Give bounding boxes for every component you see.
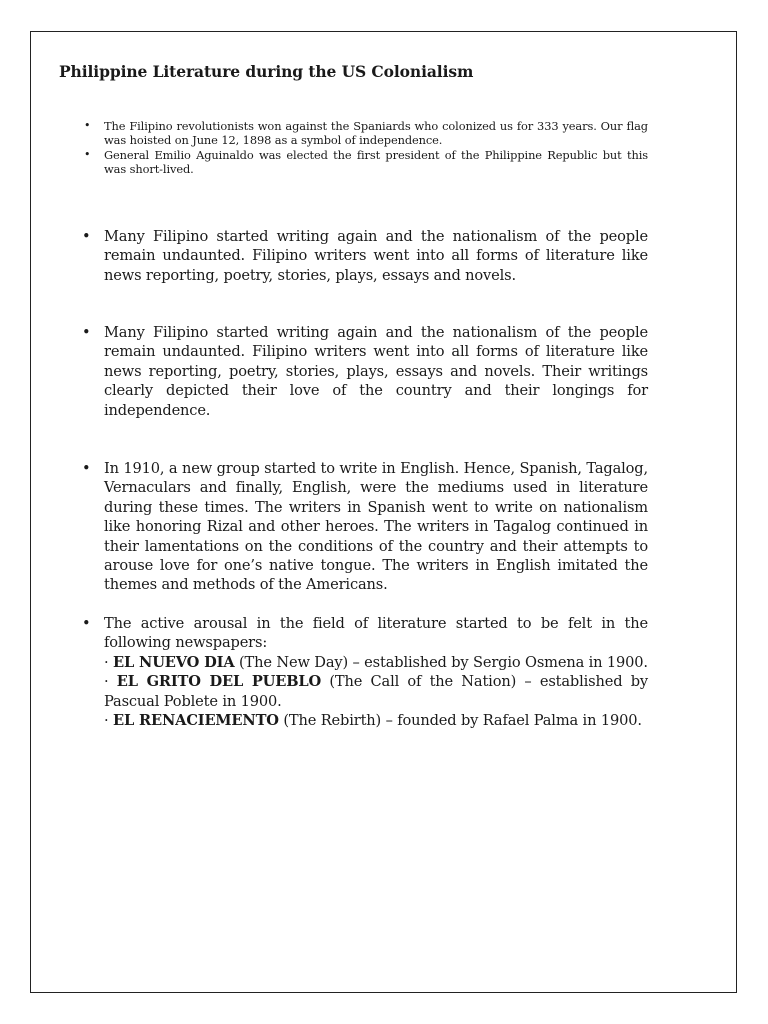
bullet-icon: •	[82, 324, 91, 341]
newspaper-list	[82, 614, 648, 730]
newspaper-detail: (The Rebirth) – founded by Rafael Palma in 1900.	[278, 712, 642, 730]
newspaper-intro: The active arousal in the field of literature started to be felt in the following newspapers:	[104, 615, 648, 652]
newspaper-name: EL RENACIEMENTO	[112, 712, 279, 730]
bullet-icon: •	[84, 119, 91, 132]
bullet-icon: •	[82, 460, 91, 477]
newspaper-marker: ·	[104, 712, 113, 730]
list-item-text: Many Filipino started writing again and the nationalism of the people remain undaunted. Filipino writers went into all forms of literature like news reporting, poetry, stories, plays, essays and novels. Their writings clearly depicted their love of the country and their longings for independence.	[104, 324, 648, 419]
list-item	[82, 614, 648, 730]
list-item-text: Many Filipino started writing again and the nationalism of the people remain undaunted. Filipino writers went into all forms of literature like news reporting, poetry, stories, plays, essays and novels.	[104, 228, 648, 284]
list-item-text: In 1910, a new group started to write in English. Hence, Spanish, Tagalog, Vernaculars and finally, English, were the mediums used in literature during these times. The writers in Spanish went to write on nationalism like honoring Rizal and other heroes. The writers in Tagalog continued in their lamentations on the conditions of the country and their attempts to arouse love for one’s native tongue. The writers in English imitated the themes and methods of the Americans.	[104, 460, 648, 594]
newspaper-marker: ·	[104, 673, 117, 691]
list-item	[82, 227, 648, 285]
intro-bullet-list	[84, 119, 648, 177]
paragraph-list-3	[82, 459, 648, 595]
newspaper-name: EL GRITO DEL PUEBLO	[116, 673, 322, 691]
newspaper-marker: ·	[104, 653, 113, 671]
list-item-text: General Emilio Aguinaldo was elected the first president of the Philippine Republic but this was short-lived.	[104, 147, 648, 177]
list-item	[82, 459, 648, 595]
bullet-icon: •	[82, 228, 91, 245]
newspaper-detail: (The New Day) – established by Sergio Osmena in 1900.	[234, 653, 648, 671]
list-item	[84, 147, 648, 177]
newspaper-detail: (The Call of the Nation) – established by Pascual Poblete in 1900.	[104, 673, 648, 710]
paragraph-list-1	[82, 227, 648, 285]
bullet-icon: •	[84, 147, 91, 161]
bullet-icon: •	[82, 615, 91, 632]
list-item-text: The Filipino revolutionists won against the Spaniards who colonized us for 333 years. Our flag was hoisted on June 12, 1898 as a symbol of independence.	[104, 119, 648, 148]
page-title: Philippine Literature during the US Colonialism	[59, 62, 474, 81]
list-item	[84, 119, 648, 148]
paragraph-list-2	[82, 323, 648, 420]
list-item	[82, 323, 648, 420]
newspaper-name: EL NUEVO DIA	[112, 653, 235, 671]
